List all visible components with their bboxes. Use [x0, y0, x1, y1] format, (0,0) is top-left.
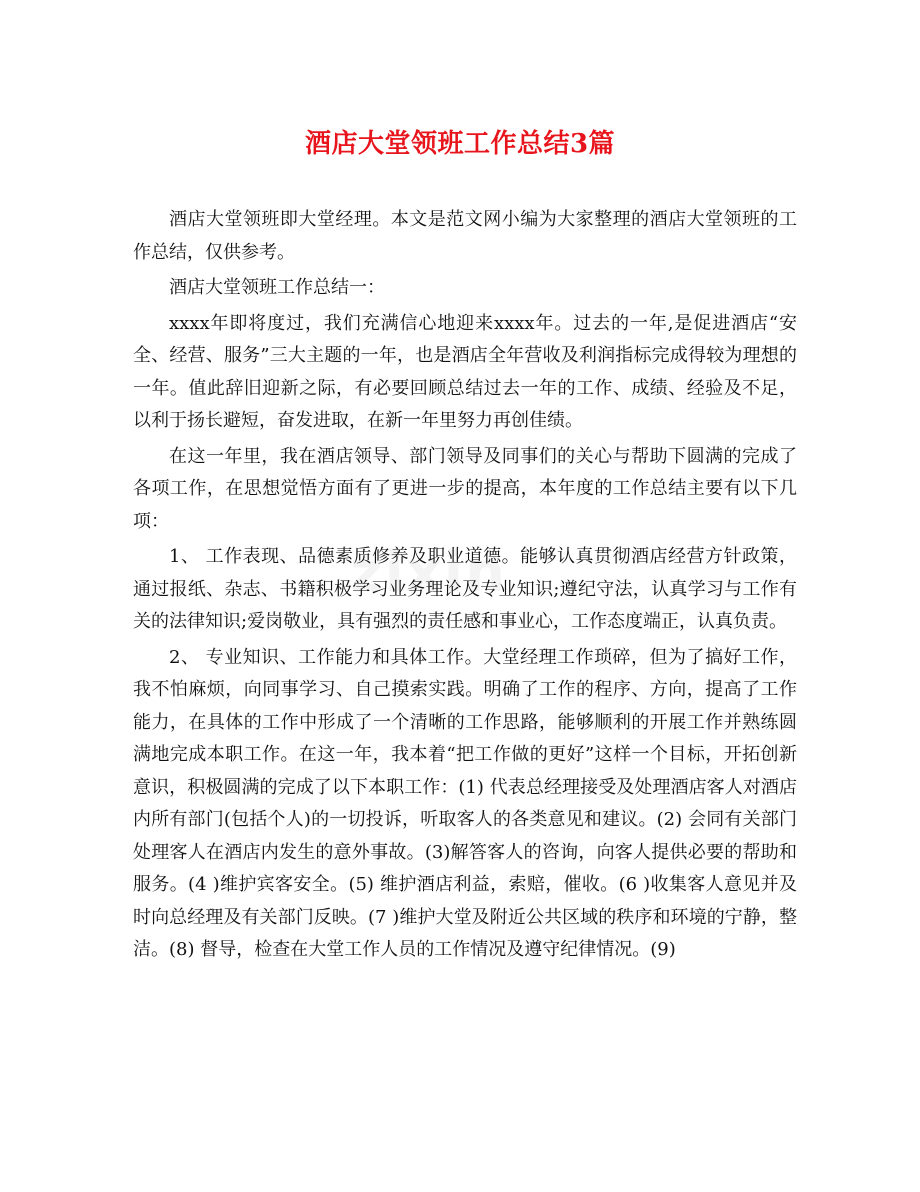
list-item-paragraph: 2、 专业知识、工作能力和具体工作。大堂经理工作琐碎，但为了搞好工作，我不怕麻烦，向同事学习、自己摸索实践。明确了工作的程序、方向，提高了工作能力，在具体的工作中形成了一个清晰的工作思路，能够顺利的开展工作并熟练圆满地完成本职工作。在这一年，我本着“把工作做的更好”这样一个目标，开拓创新意识，积极圆满的完成了以下本职工作：(1) 代表总经理接受及处理酒店客人对酒店内所有部门(包括个人)的一切投诉，听取客人的各类意见和建议。(2) 会同有关部门处理客人在酒店内发生的意外事故。(3)解答客人的咨询，向客人提供必要的帮助和服务。(4 )维护宾客安全。(5) 维护酒店利益，索赔，催收。(6 )收集客人意见并及时向总经理及有关部门反映。(7 )维护大堂及附近公共区域的秩序和环境的宁静，整洁。(8) 督导，检查在大堂工作人员的工作情况及遵守纪律情况。(9)	[133, 646, 797, 960]
body-paragraph: 在这一年里，我在酒店领导、部门领导及同事们的关心与帮助下圆满的完成了各项工作，在思想觉悟方面有了更进一步的提高，本年度的工作总结主要有以下几项：	[133, 445, 797, 532]
document-body	[133, 204, 797, 970]
section-heading: 酒店大堂领班工作总结一：	[169, 277, 385, 298]
body-paragraph: xxxx年即将度过，我们充满信心地迎来xxxx年。过去的一年,是促进酒店“安全、经营、服务”三大主题的一年，也是酒店全年营收及利润指标完成得较为理想的一年。值此辞旧迎新之际，有必要回顾总结过去一年的工作、成绩、经验及不足，以利于扬长避短，奋发进取，在新一年里努力再创佳绩。	[133, 312, 797, 431]
document-title: 酒店大堂领班工作总结3篇	[304, 129, 616, 159]
intro-paragraph: 酒店大堂领班即大堂经理。本文是范文网小编为大家整理的酒店大堂领班的工作总结，仅供参考。	[133, 209, 797, 263]
list-item-paragraph: 1、 工作表现、品德素质修养及职业道德。能够认真贯彻酒店经营方针政策，通过报纸、杂志、书籍积极学习业务理论及专业知识;遵纪守法，认真学习与工作有关的法律知识;爱岗敬业，具有强烈的责任感和事业心，工作态度端正，认真负责。	[133, 546, 797, 632]
